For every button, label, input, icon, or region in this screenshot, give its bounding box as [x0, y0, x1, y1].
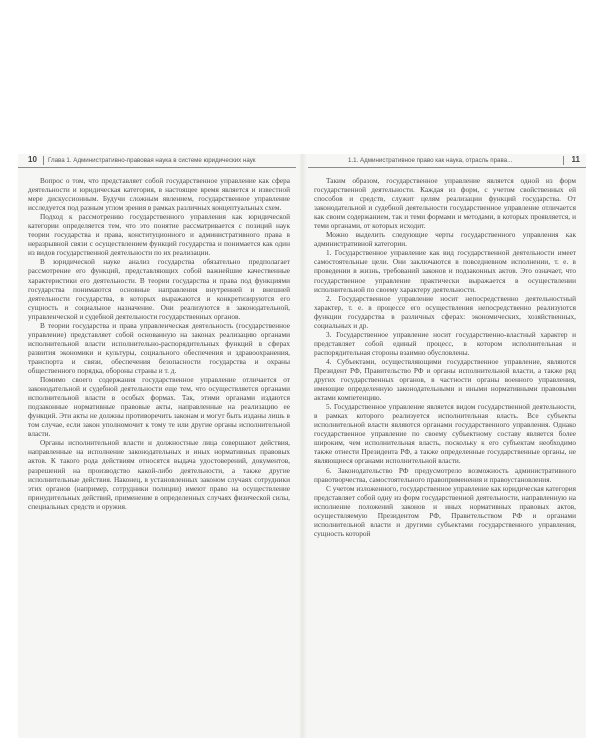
paragraph: 1. Государственное управление как вид государственной деятельности имеет самостоятельные цели. Они заключаются в повседневном исполнении, т. е. в проведении в жизнь, требований законов и подзаконных актов. Это означает, что государственное управление практически выражается в осуществлении исполнительной по своему характеру деятельности. — [314, 248, 576, 294]
paragraph: Можно выделить следующие черты государственного управления как административной категории. — [314, 230, 576, 249]
left-page-body — [18, 168, 296, 511]
paragraph: Органы исполнительной власти и должностные лица совершают действия, направленные на исполнение законодательных и иных нормативных правовых актов. К такого рода действиям относятся выдача удостоверений, документов, разрешений на производство какой-либо деятельности, а также другие исполнительные действия. Наконец, в установленных законом случаях сотрудники этих органов (например, сотрудники полиции) имеют право на осуществление принудительных действий, применение в определенных случаях физической силы, специальных средств и оружия. — [28, 438, 290, 511]
left-page-number: 10 — [28, 155, 37, 164]
paragraph: Таким образом, государственное управление является одной из форм государственной деятельности. Каждая из форм, с учетом свойственных ей способов и средств, служит целям реализации функций государства. От законодательной и судебной деятельности государственное управление отличается как своим содержанием, так и теми формами и методами, в которых проявляется, и теми органами, от которых исходит. — [314, 176, 576, 231]
left-page — [18, 154, 296, 738]
left-running-title: Глава 1. Административно-правовая наука в системе юридических наук — [48, 157, 256, 164]
paragraph: 5. Государственное управление является видом государственной деятельности, в рамках которого реализуется исполнительная власть. Все субъекты исполнительной власти являются органами государственного управления. Однако государственное управление по своему субъектному составу является более широким, чем исполнительная власть, поскольку к его субъектам необходимо также отнести Президента РФ, а также определенные государственные органы, не являющиеся органами исполнительной власти. — [314, 402, 576, 466]
paragraph: Помимо своего содержания государственное управление отличается от законодательной и судебной деятельности еще тем, что осуществляется органами исполнительной власти в особых формах. Так, этими органами издаются подзаконные нормативные правовые акты, направленные на реализацию ее функций. Эти акты не должны противоречить законам и могут быть изданы лишь в том случае, если закон уполномочит к тому те или другие органы исполнительной власти. — [28, 375, 290, 439]
book-spread — [18, 154, 586, 738]
book-gutter — [299, 154, 307, 738]
right-page — [308, 154, 586, 738]
paragraph: 4. Субъектами, осуществляющими государственное управление, являются Президент РФ, Правительство РФ и органы исполнительной власти, а также ряд других государственных органов, в частности органы военного управления, имеющие определенную законодательными и иными нормативными правовыми актами компетенцию. — [314, 356, 576, 403]
left-page-header — [18, 154, 296, 168]
paragraph: Подход к рассмотрению государственного управления как юридической категории определяется тем, что это понятие рассматривается с позиций наук теории государства и права, конституционного и административного права в неразрывной связи с осуществлением функций государства и понимается как один из видов государственной деятельности по их реализации. — [28, 212, 290, 258]
right-page-number: 11 — [571, 155, 580, 164]
paragraph: 6. Законодательство РФ предусмотрело возможность административного правотворчества, самостоятельного правоприменения и правоустановления. — [314, 465, 576, 484]
header-divider — [563, 156, 564, 165]
right-page-body — [308, 168, 586, 538]
paragraph: 3. Государственное управление носит государственно-властный характер и представляет собой единый процесс, в котором исполнительная и распорядительная стороны взаимно обусловлены. — [314, 329, 576, 357]
paragraph: В юридической науке анализ государства обязательно предполагает рассмотрение его функций, представляющих собой важнейшие качественные характеристики его деятельности. В теории государства и права под функциями государства понимаются основные направления внутренней и внешней деятельности государства, в которых выражаются и конкретизируются его сущность и социальное назначение. Они реализуются в законодательной, управленческой и судебной деятельности государственных органов. — [28, 257, 290, 321]
header-divider — [43, 156, 44, 165]
paragraph: В теории государства и права управленческая деятельность (государственное управление) представляет собой основанную на законах реализацию органами исполнительной власти исполнительно-распорядительных функций в сферах развития экономики и культуры, социального обеспечения и здравоохранения, транспорта и связи, обеспечения безопасности государства и охраны общественного порядка, обороны страны и т. д. — [28, 320, 290, 375]
right-running-title: 1.1. Административное право как наука, отрасль права... — [348, 157, 513, 164]
paragraph: 2. Государственное управление носит непосредственно деятельностный характер, т. е. в процессе его осуществления непосредственно реализуются функции государства в различных сферах: экономических, хозяйственных, социальных и др. — [314, 293, 576, 330]
paragraph: С учетом изложенного, государственное управление как юридическая категория представляет собой одну из форм государственной деятельности, направленную на исполнение положений законов и иных нормативных правовых актов, осуществляемую Президентом РФ, Правительством РФ и органами исполнительной власти и другими субъектами государственного управления, сущность которой — [314, 483, 576, 538]
paragraph: Вопрос о том, что представляет собой государственное управление как сфера деятельности и юридическая категория, в настоящее время является и известной мере дискуссионным. Будучи сложным явлением, государственное управление исследуется под разным углом зрения в рамках различных концептуальных схем. — [28, 176, 290, 213]
right-page-header — [308, 154, 586, 168]
